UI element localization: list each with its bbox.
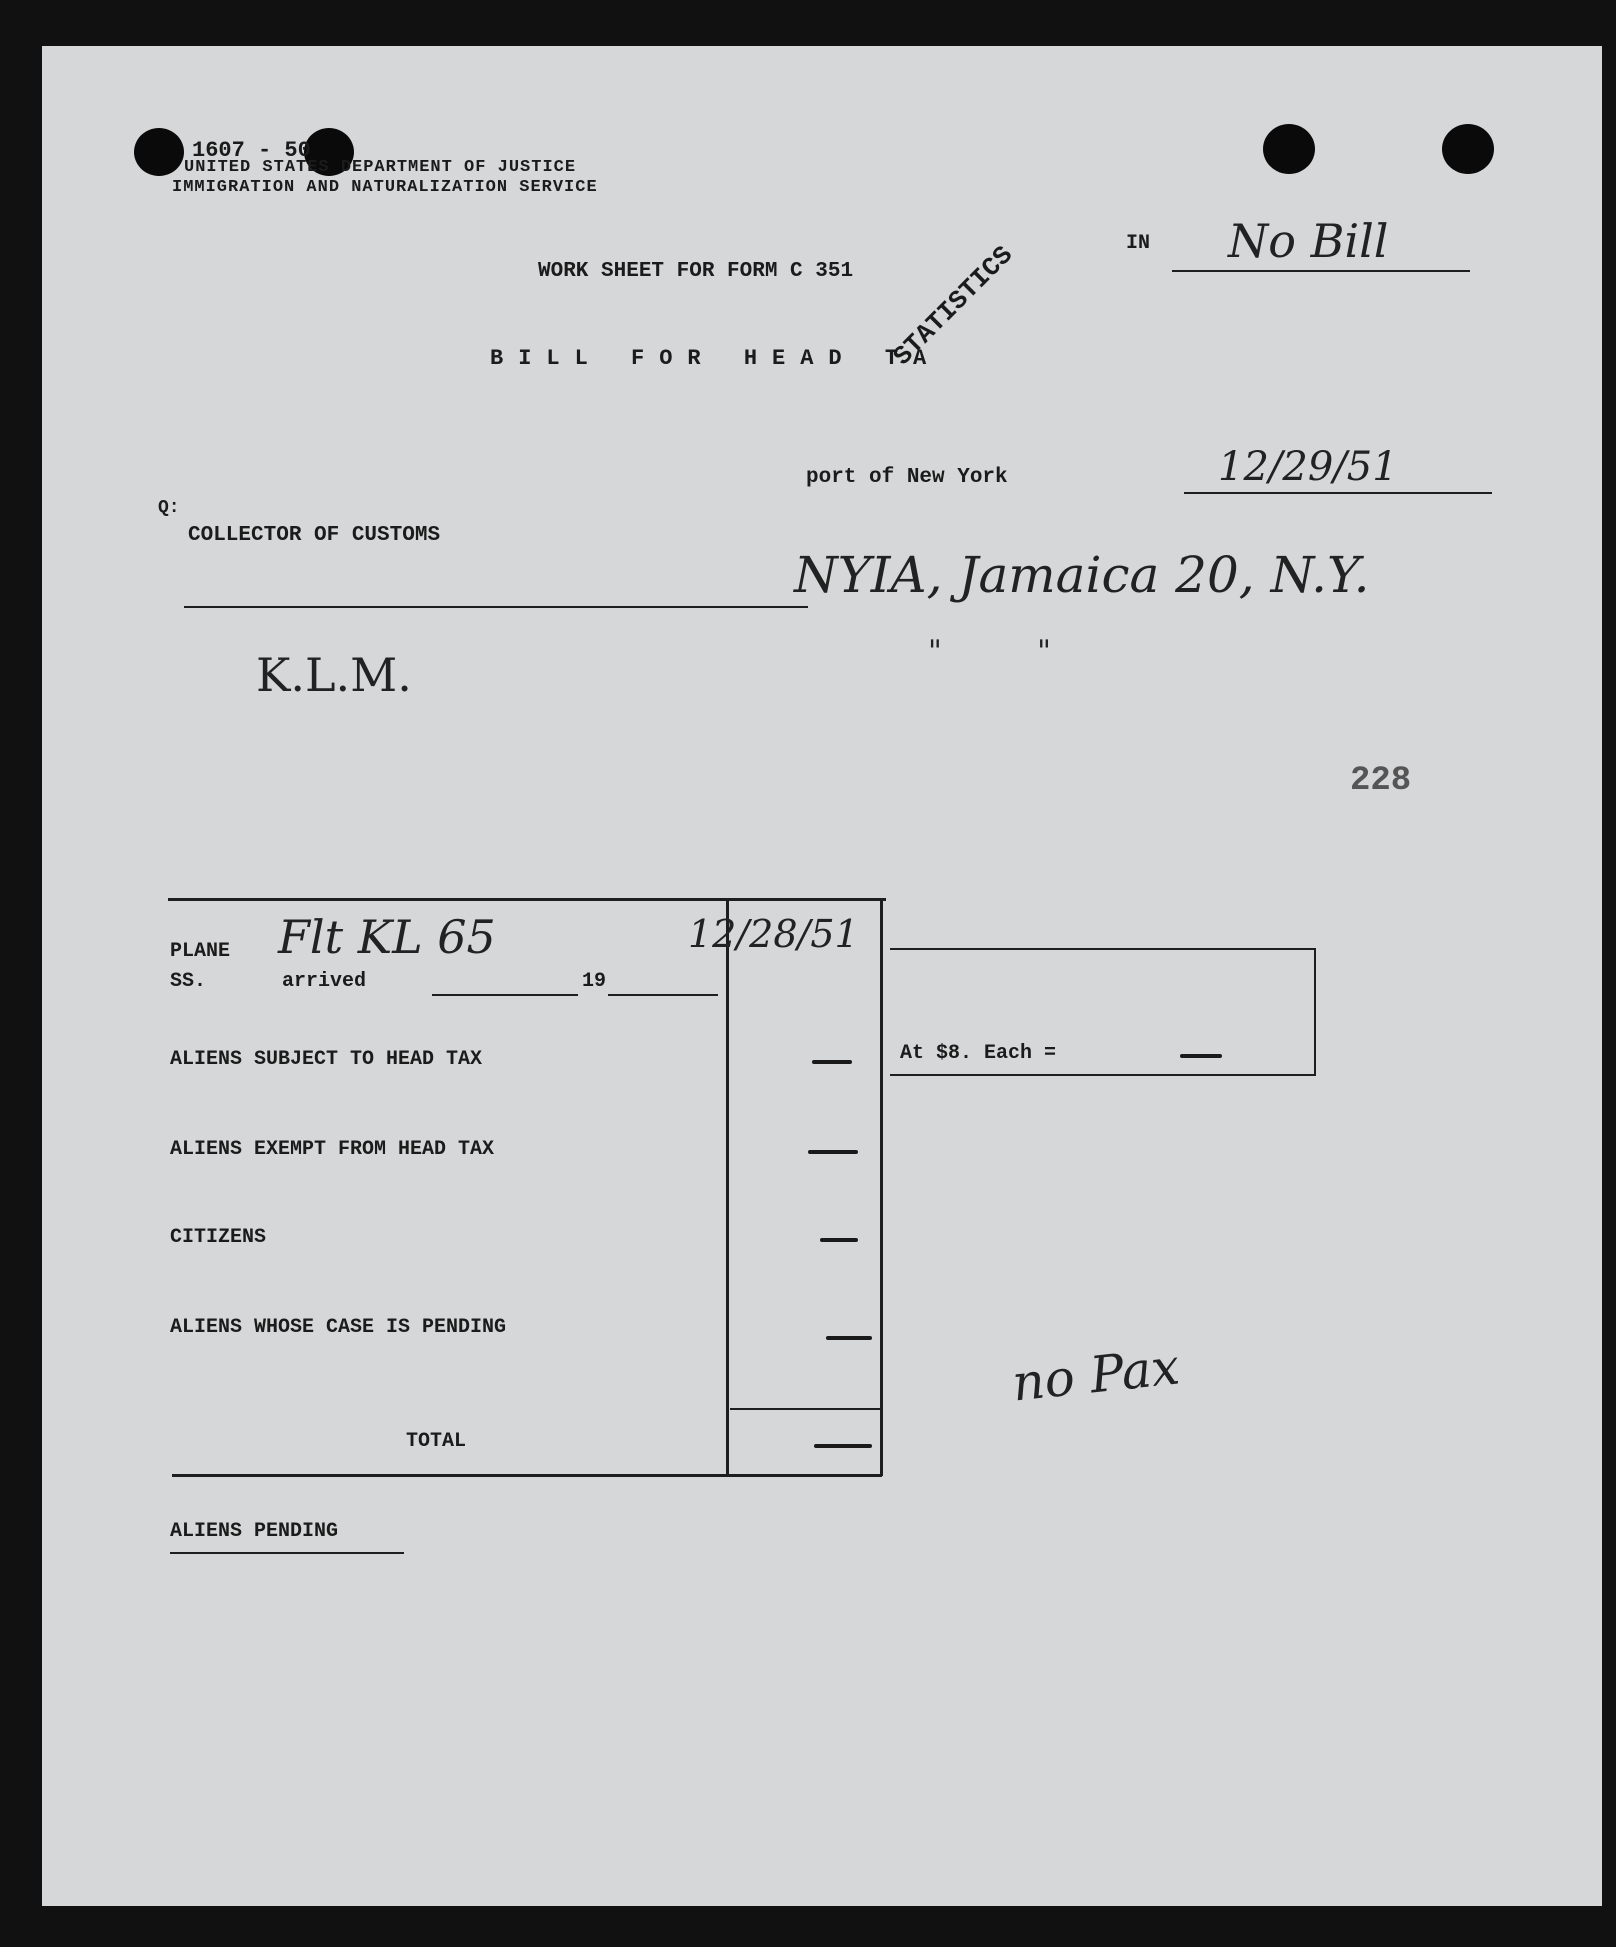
row-value-subject: [812, 1060, 852, 1064]
ditto-marks: " ": [928, 634, 1051, 669]
table-divider-left: [726, 898, 729, 1476]
rate-box-top: [890, 948, 1316, 950]
table-top-border: [168, 898, 886, 901]
port-label: port of New York: [806, 466, 1008, 489]
number-stamp: 228: [1350, 762, 1412, 800]
rate-box-bottom: [890, 1074, 1316, 1076]
row-value-citizens: [820, 1238, 858, 1242]
total-label: TOTAL: [406, 1430, 467, 1453]
row-value-pending: [826, 1336, 872, 1340]
in-handwritten: No Bill: [1228, 214, 1389, 268]
agency-line-1: UNITED STATES DEPARTMENT OF JUSTICE: [184, 158, 577, 177]
date-underline: [1184, 492, 1492, 494]
in-underline: [1172, 270, 1470, 272]
collector-underline: [184, 606, 808, 608]
year-underline: [608, 994, 718, 996]
flight-date-handwritten: 12/28/51: [688, 912, 859, 956]
ss-label: SS.: [170, 970, 207, 993]
location-handwritten: NYIA, Jamaica 20, N.Y.: [794, 546, 1370, 604]
document-sheet: [42, 46, 1602, 1906]
collector-label: COLLECTOR OF CUSTOMS: [188, 524, 441, 547]
flight-handwritten: Flt KL 65: [278, 910, 496, 964]
table-divider-right: [880, 898, 883, 1476]
total-separator: [730, 1408, 880, 1410]
row-label-citizens: CITIZENS: [170, 1226, 267, 1249]
aliens-pending-label: ALIENS PENDING: [170, 1520, 339, 1543]
in-label: IN: [1126, 232, 1151, 255]
note-handwritten: no Pax: [1009, 1337, 1183, 1413]
agency-line-2: IMMIGRATION AND NATURALIZATION SERVICE: [172, 178, 598, 197]
rate-label: At $8. Each =: [900, 1042, 1057, 1065]
aliens-pending-underline: [170, 1552, 404, 1554]
table-bottom-border: [172, 1474, 882, 1477]
arrived-date-underline: [432, 994, 578, 996]
statistics-stamp: STATISTICS: [887, 240, 1019, 372]
row-label-exempt: ALIENS EXEMPT FROM HEAD TAX: [170, 1138, 495, 1161]
form-number: 1607 - 50: [192, 138, 311, 163]
form-title: WORK SHEET FOR FORM C 351: [538, 260, 854, 283]
punch-hole: [134, 128, 184, 176]
row-value-exempt: [808, 1150, 858, 1154]
rate-value: [1180, 1054, 1222, 1058]
year-prefix: 19: [582, 970, 607, 993]
plane-label: PLANE: [170, 940, 231, 963]
to-label: Q:: [158, 498, 180, 518]
row-label-pending: ALIENS WHOSE CASE IS PENDING: [170, 1316, 507, 1339]
total-value: [814, 1444, 872, 1448]
date-handwritten: 12/29/51: [1218, 444, 1398, 490]
punch-hole: [1442, 124, 1494, 174]
form-subtitle: BILL FOR HEAD TA: [490, 346, 942, 371]
punch-hole: [1263, 124, 1315, 174]
arrived-label: arrived: [282, 970, 367, 993]
row-label-subject: ALIENS SUBJECT TO HEAD TAX: [170, 1048, 483, 1071]
rate-box-right: [1314, 948, 1316, 1076]
carrier-handwritten: K.L.M.: [256, 648, 412, 702]
